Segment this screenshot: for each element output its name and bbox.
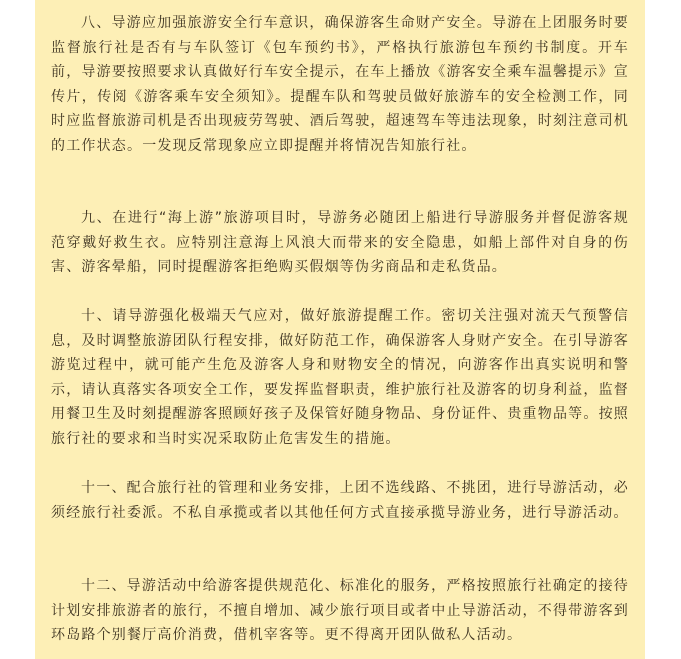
paragraph-9: 九、在进行“海上游”旅游项目时，导游务必随团上船进行导游服务并督促游客规范穿戴好救生衣。应特别注意海上风浪大而带来的安全隐患，如船上部件对自身的伤害、游客晕船，同时提醒游客拒绝购买假烟等伪劣商品和走私货品。 [51, 210, 629, 275]
paragraph-11: 十一、配合旅行社的管理和业务安排，上团不选线路、不挑团，进行导游活动，必须经旅行社委派。不私自承揽或者以其他任何方式直接承揽导游业务，进行导游活动。 [51, 480, 629, 521]
paragraph-10: 十、请导游强化极端天气应对，做好旅游提醒工作。密切关注强对流天气预警信息，及时调整旅游团队行程安排，做好防范工作，确保游客人身财产安全。在引导游客游览过程中，就可能产生危及游客人身和财物安全的情况，向游客作出真实说明和警示，请认真落实各项安全工作，要发挥监督职责，维护旅行社及游客的切身利益，监督用餐卫生及时刻提醒游客照顾好孩子及保管好随身物品、身份证件、贵重物品等。按照旅行社的要求和当时实况采取防止危害发生的措施。 [51, 308, 629, 447]
paragraph-12: 十二、导游活动中给游客提供规范化、标准化的服务，严格按照旅行社确定的接待计划安排旅游者的旅行，不擅自增加、减少旅行项目或者中止导游活动，不得带游客到环岛路个别餐厅高价消费，借机宰客等。更不得离开团队做私人活动。 [51, 578, 629, 643]
paragraph-8: 八、导游应加强旅游安全行车意识，确保游客生命财产安全。导游在上团服务时要监督旅行社是否有与车队签订《包车预约书》，严格执行旅游包车预约书制度。开车前，导游要按照要求认真做好行车安全提示，在车上播放《游客安全乘车温馨提示》宣传片，传阅《游客乘车安全须知》。提醒车队和驾驶员做好旅游车的安全检测工作，同时应监督旅游司机是否出现疲劳驾驶、酒后驾驶，超速驾车等违法现象，时刻注意司机的工作状态。一发现反常现象应立即提醒并将情况告知旅行社。 [51, 15, 629, 154]
